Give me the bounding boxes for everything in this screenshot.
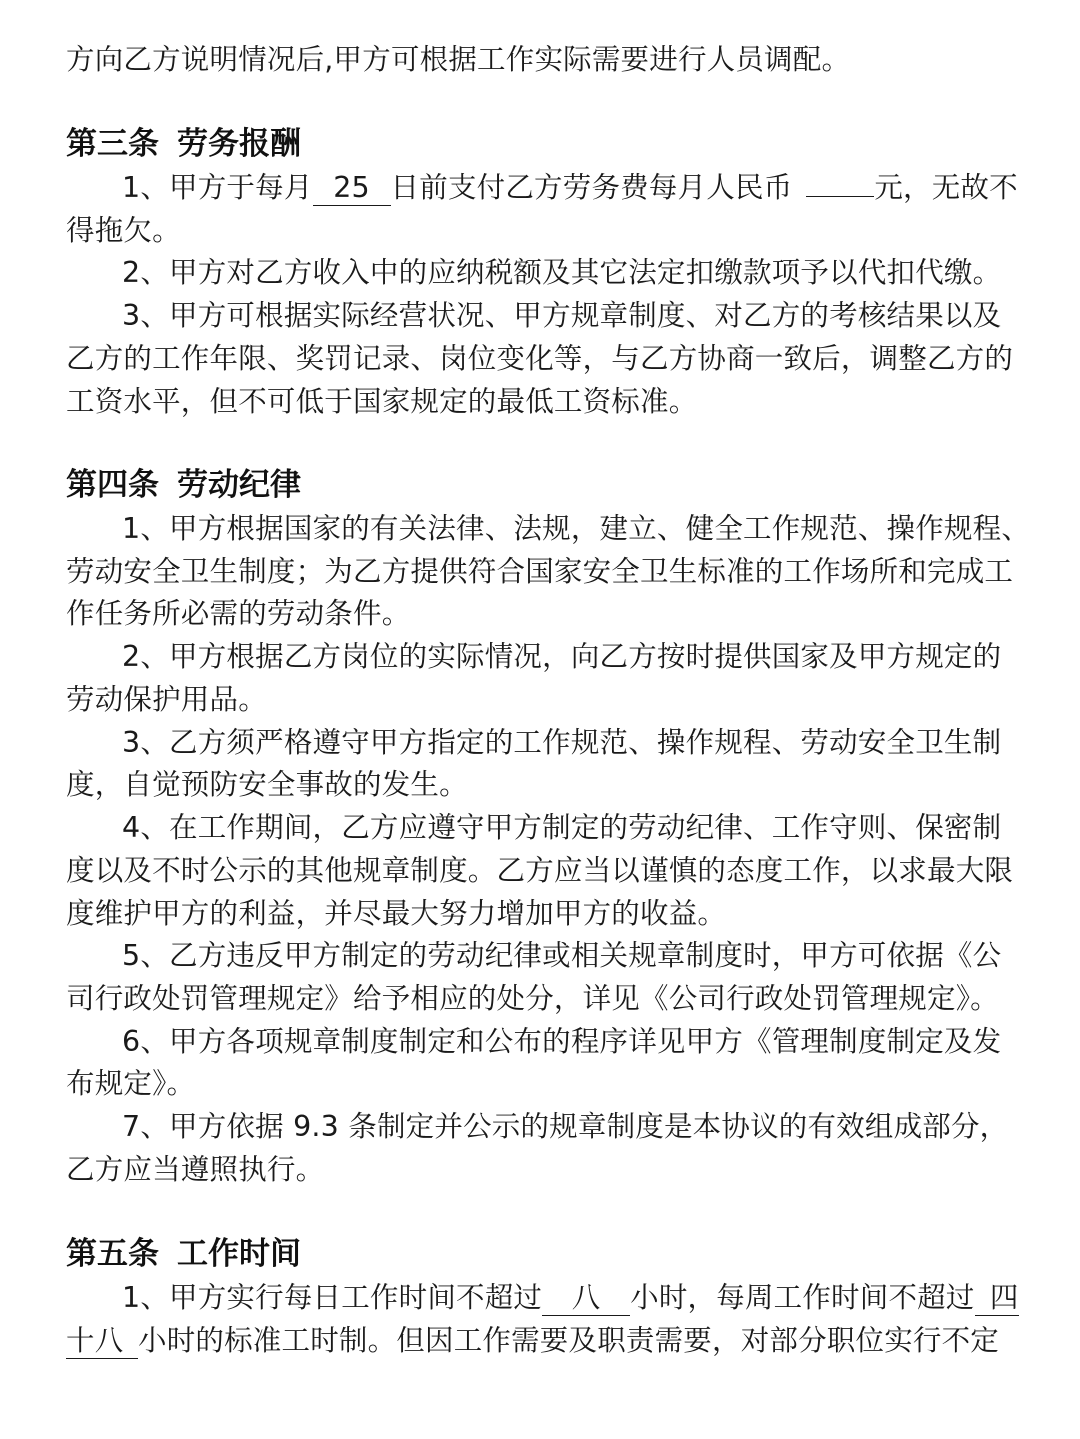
article5-item1-text-c: 小时的标准工时制。但因工作需要及职责需要，对部分职位实行不定 (138, 1324, 1000, 1357)
article3-item1-text-c: 元，无故不 (874, 171, 1018, 204)
article3-heading (66, 122, 301, 166)
article4-item6-line2: 布规定》。 (66, 1067, 196, 1100)
daily-hours-blank: 八 (542, 1281, 630, 1316)
article4-number: 第四条 (66, 467, 159, 503)
weekly-hours-blank-part1: 四 (975, 1281, 1019, 1316)
article4-item1-line2: 劳动安全卫生制度；为乙方提供符合国家安全卫生标准的工作场所和完成工 (66, 555, 1014, 588)
article4-item7-line1: 7、甲方依据 9.3 条制定并公示的规章制度是本协议的有效组成部分， (122, 1110, 1009, 1143)
article4-item3-line1: 3、乙方须严格遵守甲方指定的工作规范、操作规程、劳动安全卫生制 (122, 726, 1002, 759)
weekly-hours-blank-part2: 十八 (66, 1324, 138, 1359)
article3-item3-line2: 乙方的工作年限、奖罚记录、岗位变化等，与乙方协商一致后，调整乙方的 (66, 342, 1014, 375)
article3-item3-line3: 工资水平，但不可低于国家规定的最低工资标准。 (66, 385, 698, 418)
amount-blank (806, 196, 874, 197)
article5-title: 工作时间 (177, 1236, 301, 1272)
article3-item1-line1 (122, 167, 1018, 209)
article3-item1-line2: 得拖欠。 (66, 214, 181, 247)
article3-number: 第三条 (66, 126, 159, 162)
article4-item3-line2: 度，自觉预防安全事故的发生。 (66, 768, 468, 801)
article5-item1-line2 (66, 1320, 999, 1362)
article4-item2-line1: 2、甲方根据乙方岗位的实际情况，向乙方按时提供国家及甲方规定的 (122, 640, 1002, 673)
article4-heading (66, 463, 301, 507)
article5-number: 第五条 (66, 1236, 159, 1272)
article3-item3-line1: 3、甲方可根据实际经营状况、甲方规章制度、对乙方的考核结果以及 (122, 299, 1002, 332)
article4-item7-line2: 乙方应当遵照执行。 (66, 1153, 325, 1186)
article4-item5-line2: 司行政处罚管理规定》给予相应的处分，详见《公司行政处罚管理规定》。 (66, 982, 999, 1015)
article4-item2-line2: 劳动保护用品。 (66, 683, 267, 716)
article4-item4-line1: 4、在工作期间，乙方应遵守甲方制定的劳动纪律、工作守则、保密制 (122, 811, 1002, 844)
article4-item6-line1: 6、甲方各项规章制度制定和公布的程序详见甲方《管理制度制定及发 (122, 1025, 1002, 1058)
article5-heading (66, 1232, 301, 1276)
article4-title: 劳动纪律 (177, 467, 301, 503)
article4-item1-line1: 1、甲方根据国家的有关法律、法规，建立、健全工作规范、操作规程、 (122, 512, 1031, 545)
article3-item2: 2、甲方对乙方收入中的应纳税额及其它法定扣缴款项予以代扣代缴。 (122, 256, 1002, 289)
article5-item1-text-b: 小时，每周工作时间不超过 (630, 1281, 975, 1314)
article3-item1-text-b: 日前支付乙方劳务费每月人民币 (390, 171, 793, 204)
payday-blank: 25 (313, 171, 391, 206)
article5-item1-text-a: 1、甲方实行每日工作时间不超过 (122, 1281, 543, 1314)
article4-item4-line3: 度维护甲方的利益，并尽最大努力增加甲方的收益。 (66, 897, 727, 930)
article4-item1-line3: 作任务所必需的劳动条件。 (66, 597, 411, 630)
article3-title: 劳务报酬 (177, 126, 301, 162)
article5-item1-line1 (122, 1277, 1019, 1319)
article4-item4-line2: 度以及不时公示的其他规章制度。乙方应当以谨慎的态度工作，以求最大限 (66, 854, 1014, 887)
intro-line: 方向乙方说明情况后,甲方可根据工作实际需要进行人员调配。 (66, 43, 851, 76)
article3-item1-text-a: 1、甲方于每月 (122, 171, 313, 204)
article4-item5-line1: 5、乙方违反甲方制定的劳动纪律或相关规章制度时，甲方可依据《公 (122, 939, 1002, 972)
